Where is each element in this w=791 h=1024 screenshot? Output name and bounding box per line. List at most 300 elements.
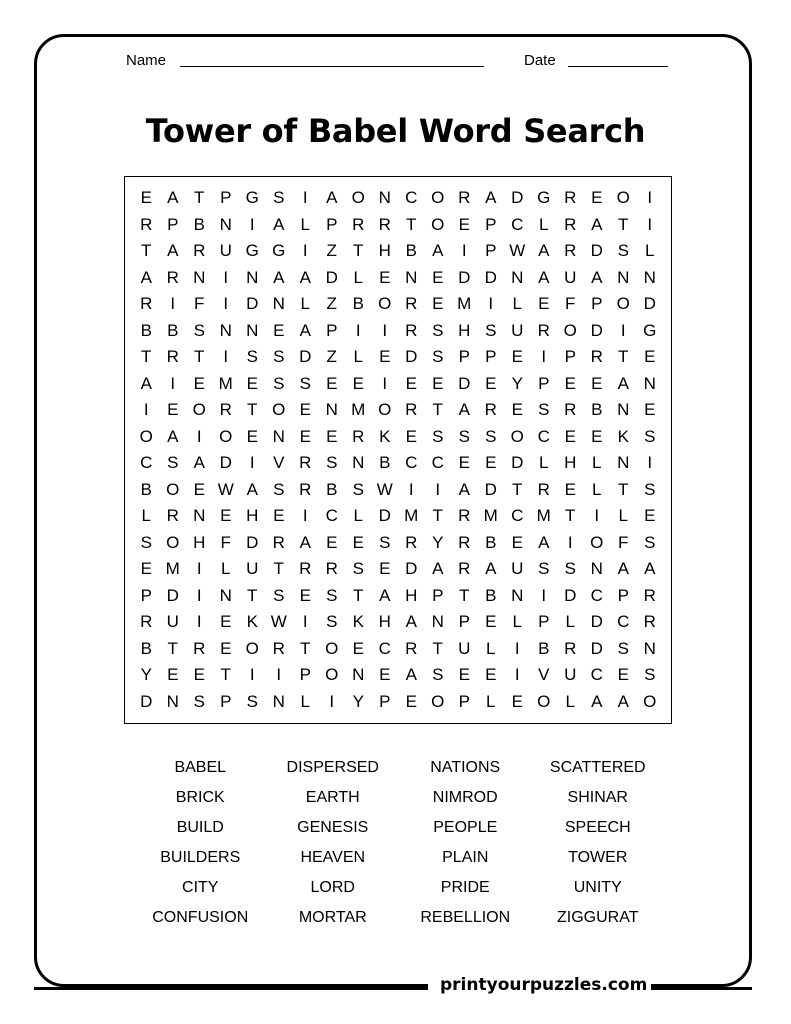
grid-letter: E	[326, 373, 338, 393]
grid-letter: E	[352, 373, 364, 393]
grid-letter: O	[139, 426, 153, 446]
grid-letter: L	[592, 479, 602, 499]
grid-letter: S	[326, 612, 338, 632]
grid-letter: R	[564, 241, 577, 261]
date-field-line	[568, 66, 668, 67]
grid-letter: E	[617, 665, 629, 685]
grid-letter: E	[167, 665, 179, 685]
grid-letter: P	[485, 241, 497, 261]
grid-letter: S	[246, 691, 258, 711]
grid-letter: E	[538, 294, 550, 314]
grid-letter: B	[379, 453, 391, 473]
grid-letter: P	[167, 214, 179, 234]
grid-letter: S	[538, 559, 550, 579]
grid-letter: L	[645, 241, 655, 261]
grid-letter: B	[326, 479, 338, 499]
grid-letter: U	[246, 559, 259, 579]
grid-letter: E	[432, 267, 444, 287]
grid-letter: L	[512, 294, 522, 314]
grid-letter: O	[192, 400, 206, 420]
grid-letter: C	[405, 453, 418, 473]
grid-letter: C	[431, 453, 444, 473]
grid-letter: D	[378, 506, 391, 526]
grid-letter: P	[591, 294, 603, 314]
grid-letter: K	[617, 426, 629, 446]
grid-letter: L	[539, 214, 549, 234]
grid-letter: N	[405, 267, 418, 287]
grid-letter: R	[458, 559, 471, 579]
grid-letter: T	[141, 347, 152, 367]
grid-letter: R	[537, 320, 550, 340]
page-title: Tower of Babel Word Search	[145, 112, 646, 150]
grid-letter: I	[170, 373, 176, 393]
grid-letter: S	[352, 559, 364, 579]
grid-letter: A	[591, 267, 603, 287]
grid-letter: N	[219, 585, 232, 605]
grid-letter: S	[299, 373, 311, 393]
grid-letter: E	[485, 373, 497, 393]
grid-letter: I	[461, 241, 467, 261]
grid-letter: B	[591, 400, 603, 420]
grid-letter: D	[405, 347, 418, 367]
grid-letter: A	[458, 479, 470, 499]
grid-letter: R	[458, 506, 471, 526]
grid-letter: I	[435, 479, 441, 499]
grid-letter: I	[488, 294, 494, 314]
grid-letter: O	[431, 214, 445, 234]
grid-letter: A	[485, 188, 497, 208]
grid-letter: H	[193, 532, 206, 552]
grid-letter: R	[564, 188, 577, 208]
grid-letter: E	[299, 400, 311, 420]
grid-letter: E	[644, 400, 656, 420]
grid-letter: E	[485, 665, 497, 685]
grid-letter: A	[167, 188, 179, 208]
grid-letter: A	[273, 214, 285, 234]
grid-letter: A	[617, 691, 629, 711]
grid-letter: R	[166, 347, 179, 367]
grid-letter: N	[617, 267, 630, 287]
grid-letter: S	[644, 532, 656, 552]
grid-letter: B	[538, 638, 550, 658]
grid-letter: B	[485, 585, 497, 605]
word-list-item: ZIGGURAT	[557, 909, 639, 926]
word-list-item: UNITY	[573, 879, 622, 896]
grid-letter: I	[302, 188, 308, 208]
grid-letter: I	[594, 506, 600, 526]
word-list-item: BUILD	[176, 819, 224, 836]
word-list-item: SCATTERED	[549, 759, 646, 776]
grid-letter: T	[459, 585, 470, 605]
grid-letter: E	[405, 691, 417, 711]
grid-letter: R	[458, 532, 471, 552]
grid-letter: O	[166, 532, 180, 552]
word-list-item: PEOPLE	[433, 819, 498, 836]
grid-letter: A	[458, 400, 470, 420]
grid-letter: K	[352, 612, 364, 632]
grid-letter: E	[591, 426, 603, 446]
grid-letter: U	[219, 241, 232, 261]
grid-letter: U	[511, 320, 524, 340]
grid-letter: E	[432, 373, 444, 393]
grid-letter: E	[379, 267, 391, 287]
grid-letter: E	[511, 691, 523, 711]
word-list-item: MORTAR	[298, 909, 367, 926]
grid-letter: N	[352, 453, 365, 473]
grid-letter: S	[167, 453, 179, 473]
grid-letter: T	[194, 188, 205, 208]
grid-letter: I	[382, 373, 388, 393]
grid-letter: S	[326, 585, 338, 605]
grid-letter: D	[590, 320, 603, 340]
grid-letter: R	[352, 214, 365, 234]
footer-site-name: printyourpuzzles.com	[440, 975, 648, 995]
grid-letter: B	[140, 320, 152, 340]
grid-letter: E	[405, 426, 417, 446]
grid-letter: P	[617, 585, 629, 605]
grid-letter: S	[538, 400, 550, 420]
grid-letter: E	[220, 612, 232, 632]
grid-letter: D	[166, 585, 179, 605]
grid-letter: Y	[140, 665, 152, 685]
word-list-item: GENESIS	[297, 819, 369, 836]
date-label: Date	[524, 52, 556, 69]
grid-letter: L	[353, 506, 363, 526]
grid-letter: E	[564, 426, 576, 446]
grid-letter: N	[325, 400, 338, 420]
grid-letter: W	[376, 479, 393, 499]
grid-letter: S	[564, 559, 576, 579]
word-list-item: CITY	[182, 879, 219, 896]
grid-letter: R	[537, 479, 550, 499]
grid-letter: T	[247, 585, 258, 605]
grid-letter: G	[537, 188, 551, 208]
grid-letter: A	[405, 612, 417, 632]
grid-letter: T	[565, 506, 576, 526]
grid-letter: A	[617, 373, 629, 393]
grid-letter: I	[329, 691, 335, 711]
grid-letter: A	[591, 214, 603, 234]
grid-letter: O	[563, 320, 577, 340]
grid-letter: E	[564, 373, 576, 393]
grid-letter: N	[511, 585, 524, 605]
grid-letter: O	[219, 426, 233, 446]
grid-letter: T	[273, 559, 284, 579]
grid-letter: H	[378, 241, 391, 261]
grid-letter: O	[616, 188, 630, 208]
grid-letter: O	[166, 479, 180, 499]
grid-letter: A	[299, 320, 311, 340]
grid-letter: P	[379, 691, 391, 711]
name-field-line	[180, 66, 484, 67]
grid-letter: D	[564, 585, 577, 605]
grid-letter: W	[217, 479, 234, 499]
grid-letter: T	[220, 665, 231, 685]
grid-letter: E	[379, 665, 391, 685]
grid-letter: U	[458, 638, 471, 658]
grid-letter: S	[352, 479, 364, 499]
grid-letter: S	[644, 426, 656, 446]
grid-letter: O	[510, 426, 524, 446]
grid-letter: A	[140, 267, 152, 287]
grid-letter: B	[405, 241, 417, 261]
grid-letter: E	[220, 506, 232, 526]
grid-letter: N	[219, 214, 232, 234]
grid-letter: I	[514, 665, 520, 685]
grid-letter: I	[196, 426, 202, 446]
grid-letter: G	[245, 241, 259, 261]
grid-letter: G	[272, 241, 286, 261]
grid-letter: D	[484, 479, 497, 499]
grid-letter: A	[432, 559, 444, 579]
grid-letter: G	[643, 320, 657, 340]
grid-letter: E	[458, 214, 470, 234]
grid-letter: P	[538, 373, 550, 393]
grid-letter: I	[355, 320, 361, 340]
grid-letter: I	[249, 665, 255, 685]
grid-letter: D	[246, 532, 259, 552]
grid-letter: A	[432, 241, 444, 261]
grid-letter: L	[353, 347, 363, 367]
grid-letter: A	[167, 426, 179, 446]
grid-letter: S	[273, 585, 285, 605]
grid-letter: E	[591, 188, 603, 208]
grid-letter: L	[486, 691, 496, 711]
grid-letter: O	[325, 638, 339, 658]
grid-letter: A	[644, 559, 656, 579]
grid-letter: T	[247, 400, 258, 420]
grid-letter: R	[166, 267, 179, 287]
grid-letter: A	[538, 532, 550, 552]
grid-letter: F	[565, 294, 576, 314]
grid-letter: R	[590, 347, 603, 367]
grid-letter: R	[140, 294, 153, 314]
word-list-item: REBELLION	[420, 909, 511, 926]
word-list-item: NIMROD	[432, 789, 498, 806]
grid-letter: R	[352, 426, 365, 446]
grid-letter: O	[431, 691, 445, 711]
grid-letter: T	[432, 506, 443, 526]
grid-letter: R	[643, 612, 656, 632]
word-list-item: HEAVEN	[300, 849, 366, 866]
grid-letter: N	[643, 267, 656, 287]
grid-letter: T	[353, 585, 364, 605]
grid-letter: A	[193, 453, 205, 473]
grid-letter: E	[352, 638, 364, 658]
grid-letter: S	[273, 373, 285, 393]
grid-letter: M	[483, 506, 498, 526]
grid-letter: E	[167, 400, 179, 420]
grid-letter: S	[432, 347, 444, 367]
word-list-item: SPEECH	[564, 819, 631, 836]
grid-letter: C	[378, 638, 391, 658]
grid-letter: E	[299, 426, 311, 446]
grid-letter: R	[219, 400, 232, 420]
grid-letter: U	[564, 267, 577, 287]
grid-letter: F	[194, 294, 205, 314]
grid-letter: N	[617, 453, 630, 473]
grid-letter: A	[538, 241, 550, 261]
grid-letter: O	[245, 638, 259, 658]
grid-letter: E	[193, 479, 205, 499]
word-list-item: CONFUSION	[152, 909, 249, 926]
word-list-item: DISPERSED	[286, 759, 379, 776]
grid-letter: I	[541, 585, 547, 605]
grid-letter: N	[272, 294, 285, 314]
grid-letter: S	[485, 320, 497, 340]
grid-letter: P	[220, 188, 232, 208]
grid-letter: M	[404, 506, 419, 526]
grid-letter: Z	[326, 347, 337, 367]
grid-letter: I	[567, 532, 573, 552]
grid-letter: I	[302, 506, 308, 526]
grid-letter: R	[193, 638, 206, 658]
word-list-item: PLAIN	[442, 849, 489, 866]
grid-letter: E	[591, 373, 603, 393]
grid-letter: I	[541, 347, 547, 367]
grid-letter: R	[484, 400, 497, 420]
word-list-item: PRIDE	[440, 879, 490, 896]
word-list-item: BABEL	[174, 759, 227, 776]
footer-rule	[34, 987, 428, 990]
grid-letter: N	[590, 559, 603, 579]
grid-letter: U	[166, 612, 179, 632]
word-list-item: BUILDERS	[160, 849, 241, 866]
grid-letter: A	[167, 241, 179, 261]
grid-letter: S	[458, 426, 470, 446]
grid-letter: L	[565, 612, 575, 632]
grid-letter: S	[432, 665, 444, 685]
grid-letter: P	[458, 691, 470, 711]
grid-letter: H	[458, 320, 471, 340]
word-list-item: LORD	[310, 879, 355, 896]
grid-letter: L	[592, 453, 602, 473]
grid-letter: N	[617, 400, 630, 420]
grid-letter: S	[273, 479, 285, 499]
grid-letter: A	[273, 267, 285, 287]
grid-letter: N	[246, 267, 259, 287]
word-list	[134, 756, 664, 936]
grid-letter: F	[220, 532, 231, 552]
grid-letter: T	[512, 479, 523, 499]
grid-letter: D	[246, 294, 259, 314]
grid-letter: O	[378, 400, 392, 420]
grid-letter: D	[590, 241, 603, 261]
grid-letter: E	[140, 559, 152, 579]
grid-letter: E	[220, 638, 232, 658]
grid-letter: E	[273, 320, 285, 340]
grid-letter: R	[643, 585, 656, 605]
grid-letter: L	[300, 214, 310, 234]
grid-letter: R	[405, 320, 418, 340]
grid-letter: I	[223, 267, 229, 287]
grid-letter: N	[352, 665, 365, 685]
grid-letter: C	[537, 426, 550, 446]
grid-letter: T	[300, 638, 311, 658]
grid-letter: P	[485, 347, 497, 367]
grid-letter: I	[382, 320, 388, 340]
grid-letter: R	[564, 400, 577, 420]
grid-letter: E	[405, 373, 417, 393]
grid-letter: A	[405, 665, 417, 685]
grid-letter: E	[644, 506, 656, 526]
grid-letter: D	[458, 267, 471, 287]
grid-letter: I	[408, 479, 414, 499]
grid-letter: C	[617, 612, 630, 632]
grid-letter: N	[511, 267, 524, 287]
grid-letter: I	[302, 241, 308, 261]
grid-letter: S	[193, 320, 205, 340]
grid-letter: N	[219, 320, 232, 340]
grid-letter: P	[485, 214, 497, 234]
grid-letter: T	[618, 347, 629, 367]
grid-letter: I	[170, 294, 176, 314]
grid-letter: P	[538, 612, 550, 632]
grid-letter: R	[140, 612, 153, 632]
grid-letter: E	[326, 426, 338, 446]
grid-letter: O	[272, 400, 286, 420]
grid-letter: I	[143, 400, 149, 420]
grid-letter: S	[273, 188, 285, 208]
grid-letter: N	[193, 506, 206, 526]
grid-letter: I	[647, 453, 653, 473]
grid-letter: E	[379, 559, 391, 579]
grid-letter: N	[431, 612, 444, 632]
grid-letter: E	[564, 479, 576, 499]
grid-letter: L	[539, 453, 549, 473]
grid-letter: N	[378, 188, 391, 208]
grid-letter: T	[618, 479, 629, 499]
grid-letter: Y	[352, 691, 364, 711]
grid-letter: T	[353, 241, 364, 261]
grid-letter: D	[590, 638, 603, 658]
grid-letter: A	[617, 559, 629, 579]
grid-letter: P	[299, 665, 311, 685]
grid-letter: N	[643, 638, 656, 658]
grid-letter: E	[193, 373, 205, 393]
grid-letter: L	[300, 294, 310, 314]
grid-letter: A	[299, 267, 311, 287]
grid-letter: M	[218, 373, 233, 393]
grid-letter: E	[326, 532, 338, 552]
grid-letter: I	[302, 612, 308, 632]
grid-letter: A	[379, 585, 391, 605]
grid-letter: I	[620, 320, 626, 340]
grid-letter: S	[617, 241, 629, 261]
grid-letter: R	[405, 532, 418, 552]
grid-letter: R	[564, 638, 577, 658]
grid-letter: R	[299, 559, 312, 579]
grid-letter: E	[511, 532, 523, 552]
grid-letter: T	[167, 638, 178, 658]
grid-letter: N	[166, 691, 179, 711]
grid-letter: H	[378, 612, 391, 632]
grid-letter: E	[458, 665, 470, 685]
grid-letter: I	[647, 188, 653, 208]
grid-letter: C	[140, 453, 153, 473]
grid-letter: S	[432, 426, 444, 446]
grid-letter: M	[351, 400, 366, 420]
grid-letter: S	[379, 532, 391, 552]
grid-letter: B	[167, 320, 179, 340]
grid-letter: I	[276, 665, 282, 685]
grid-letter: S	[432, 320, 444, 340]
grid-letter: R	[299, 479, 312, 499]
grid-letter: B	[352, 294, 364, 314]
grid-letter: E	[246, 426, 258, 446]
grid-letter: D	[511, 453, 524, 473]
grid-letter: I	[249, 214, 255, 234]
